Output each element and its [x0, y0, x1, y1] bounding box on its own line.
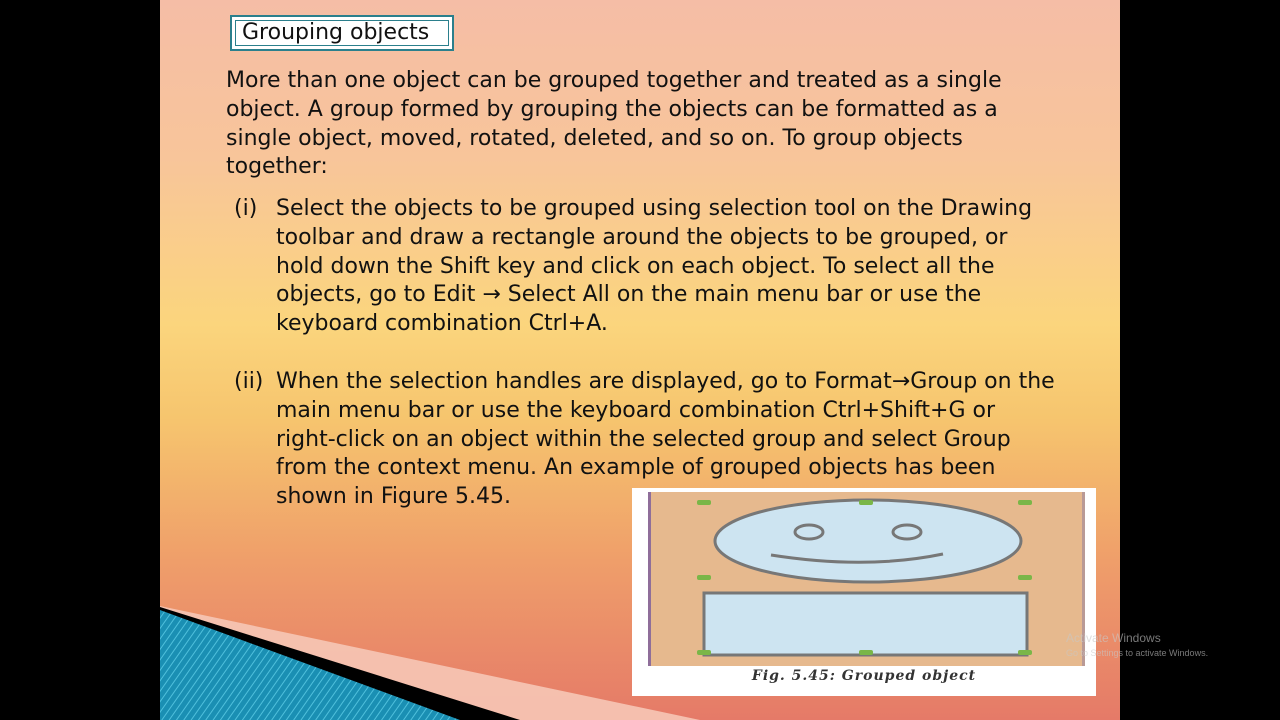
smiley-face-shape	[715, 500, 1021, 582]
figure-image	[648, 492, 1085, 666]
rectangle-shape	[704, 593, 1027, 655]
figure-grouped-object	[632, 488, 1096, 696]
list-marker: (i)	[234, 196, 258, 221]
slide-title: Grouping objects	[242, 20, 430, 45]
right-eye-shape	[893, 525, 921, 539]
list-item-text: When the selection handles are displayed, go to Format→Group on the main menu bar or use the keyboard combination Ctrl+Shift+G or right-click on an object within the selected group and select Group from the context menu. An example of grouped objects has been shown in Figure 5.45.	[276, 369, 1055, 510]
slide-title-box	[230, 15, 454, 51]
activate-windows-watermark: Activate Windows	[1066, 631, 1161, 645]
figure-caption: Fig. 5.45: Grouped object	[751, 668, 977, 684]
left-eye-shape	[795, 525, 823, 539]
slide	[160, 0, 1120, 720]
grouped-shapes	[651, 492, 1082, 666]
list-marker: (ii)	[234, 369, 264, 394]
activate-windows-subtext: Go to Settings to activate Windows.	[1066, 648, 1209, 658]
list-item-text: Select the objects to be grouped using selection tool on the Drawing toolbar and draw a rectangle around the objects to be grouped, or hold down the Shift key and click on each object. To select all the objects, go to Edit → Select All on the main menu bar or use the keyboard combination Ctrl+A.	[276, 196, 1033, 337]
intro-paragraph: More than one object can be grouped together and treated as a single object. A group formed by grouping the objects can be formatted as a single object, moved, rotated, deleted, and so on. To group objects together:	[226, 68, 1002, 180]
